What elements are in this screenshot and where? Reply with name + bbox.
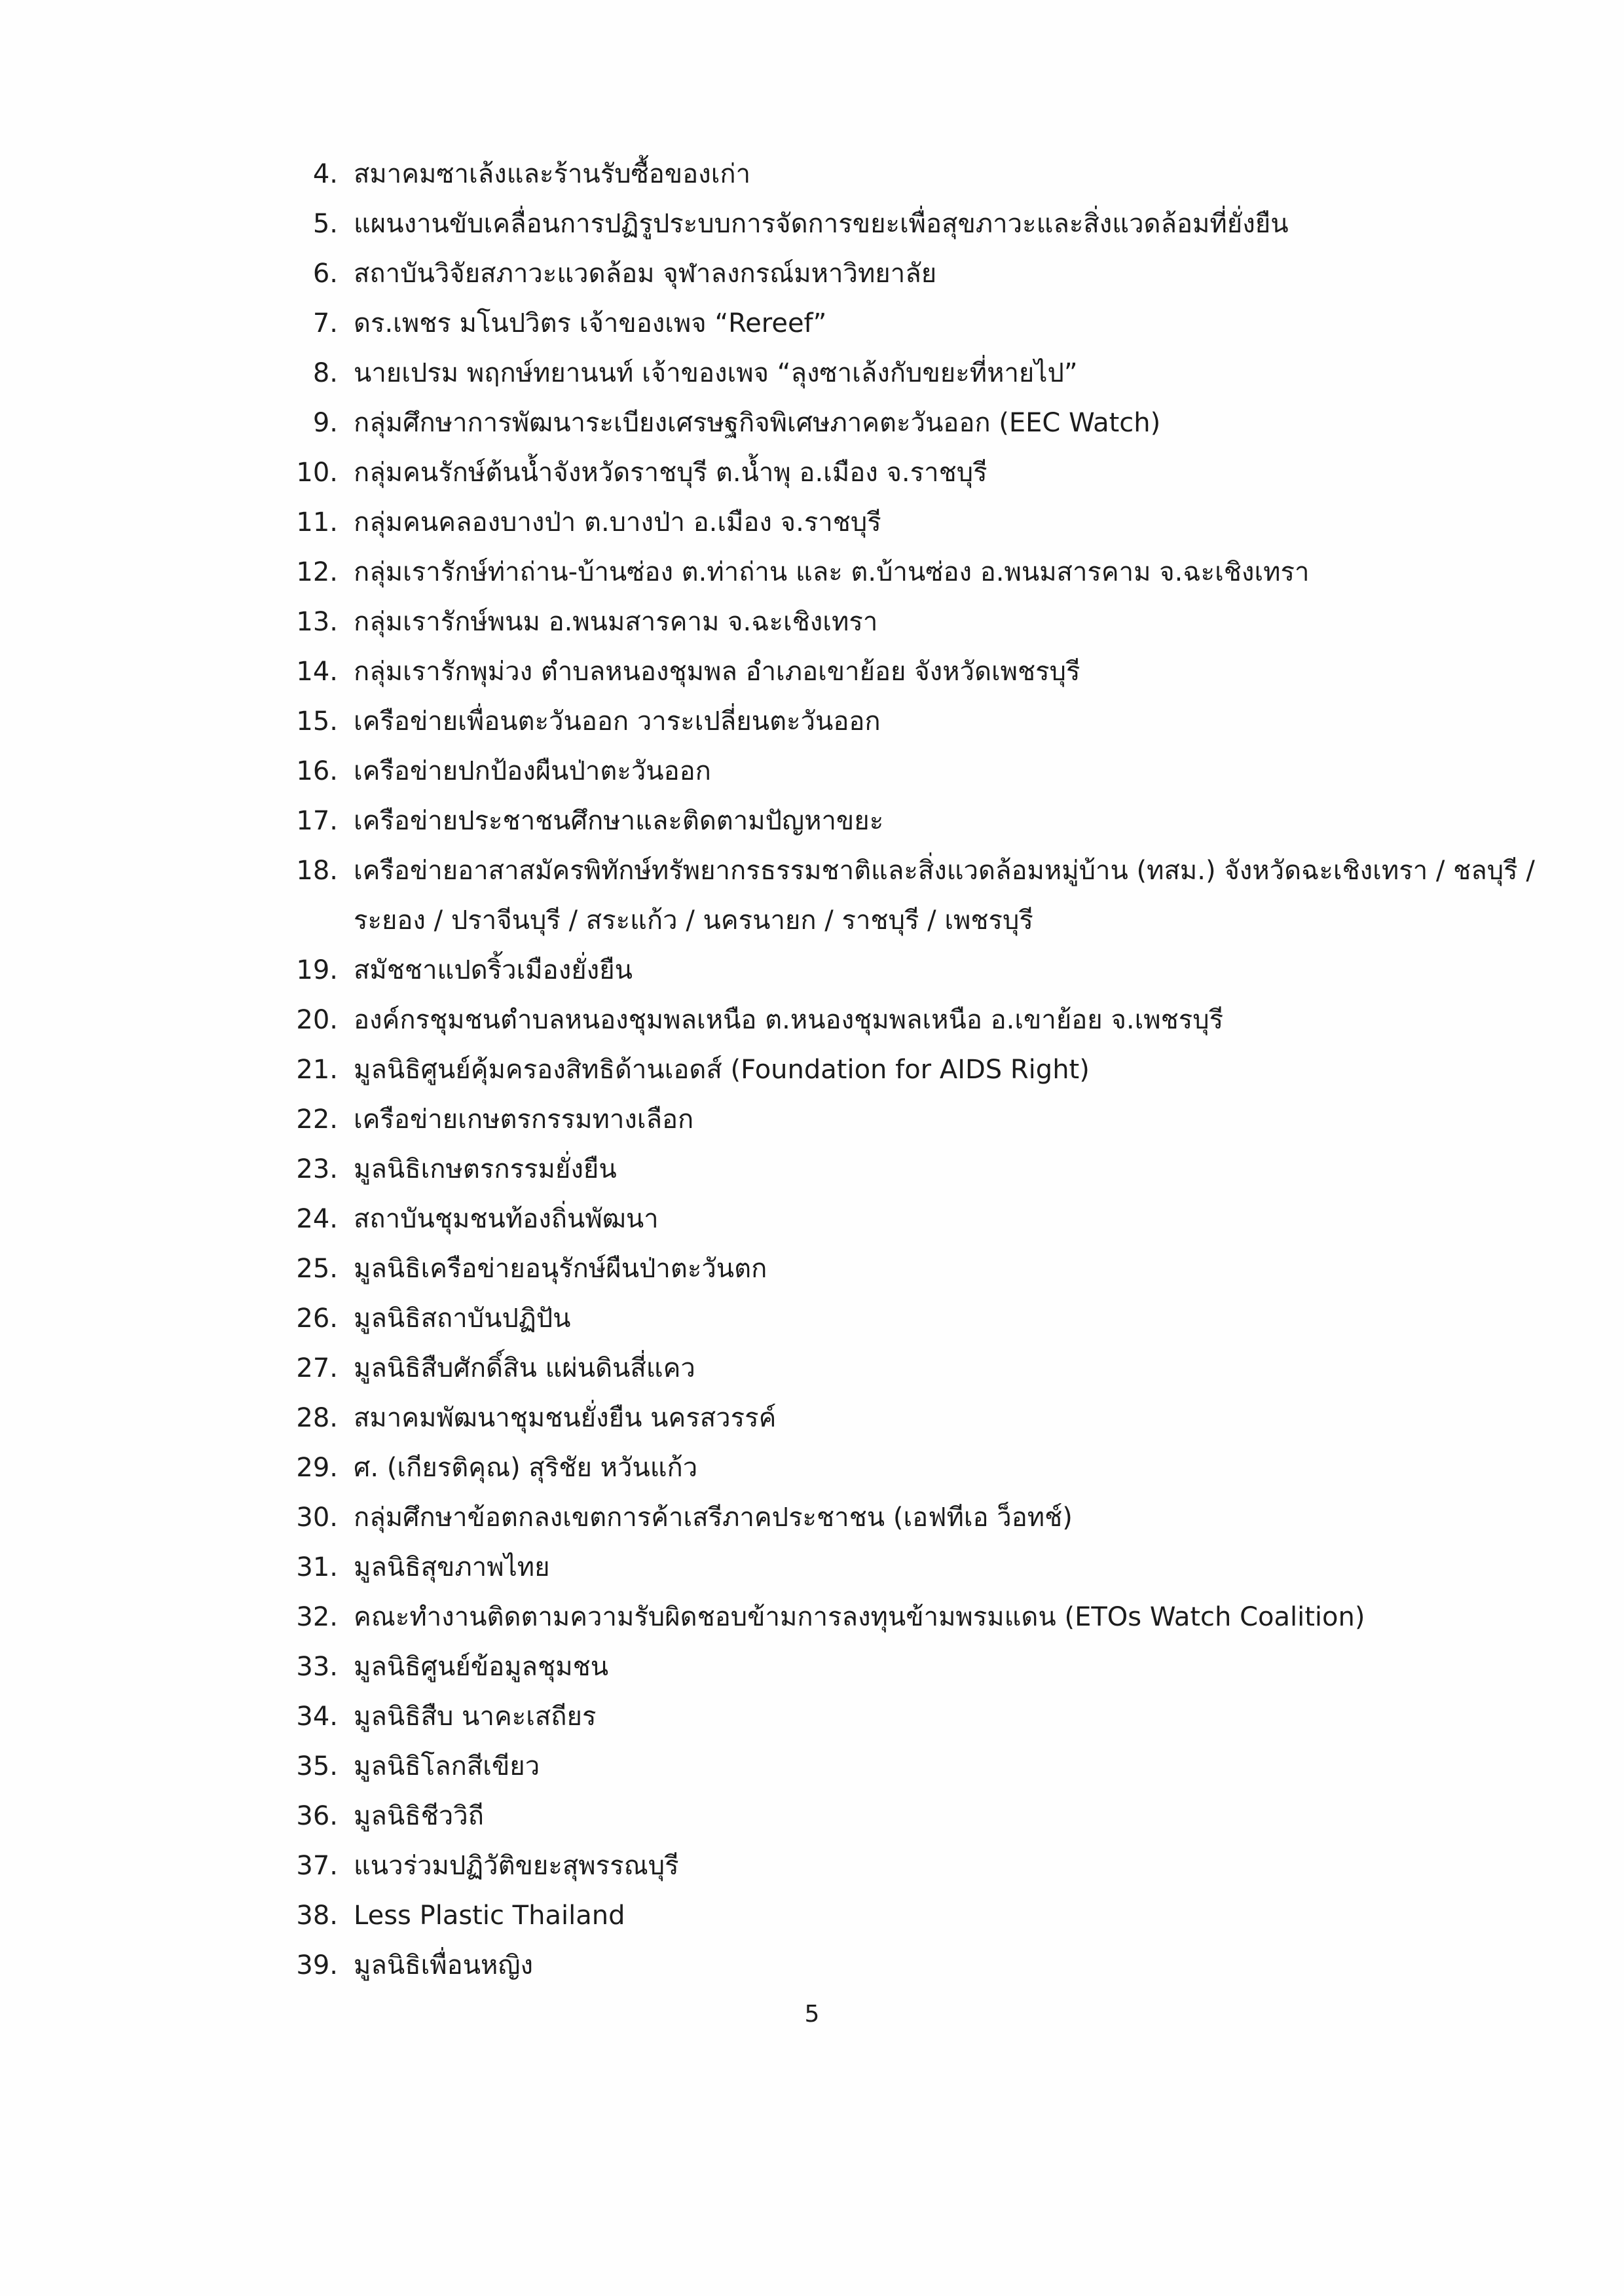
list-item: [282, 1144, 1545, 1194]
list-item: [282, 149, 1545, 199]
list-item-number: 29.: [296, 1453, 338, 1483]
list-item-number: 8.: [312, 358, 338, 388]
list-item-text: เครือข่ายเพื่อนตะวันออก วาระเปลี่ยนตะวันออก: [354, 706, 881, 737]
list-item: [282, 1642, 1545, 1692]
page-number: 5: [804, 2001, 820, 2028]
list-item-number: 35.: [296, 1751, 338, 1781]
list-item-number: 11.: [296, 507, 338, 538]
list-item-text: ดร.เพชร มโนปวิตร เจ้าของเพจ “Rereef”: [354, 308, 827, 338]
list-item: [282, 1393, 1545, 1443]
list-item: [282, 1692, 1545, 1741]
organization-list: [282, 149, 1545, 1990]
list-item-number: 13.: [296, 607, 338, 637]
list-item-number: 6.: [312, 259, 338, 289]
list-item-text: กลุ่มคนรักษ์ต้นน้ำจังหวัดราชบุรี ต.น้ำพุ อ.เมือง จ.ราชบุรี: [354, 458, 987, 488]
list-item-text: กลุ่มศึกษาข้อตกลงเขตการค้าเสรีภาคประชาชน (เอฟทีเอ ว็อทช์): [354, 1503, 1073, 1533]
list-item-text: กลุ่มเรารักษ์พนม อ.พนมสารคาม จ.ฉะเชิงเทรา: [354, 607, 878, 637]
list-item-number: 28.: [296, 1403, 338, 1433]
list-item: [282, 846, 1545, 945]
list-item-number: 38.: [296, 1901, 338, 1931]
list-item-text: มูลนิธิสืบ นาคะเสถียร: [354, 1702, 597, 1732]
list-item-text: มูลนิธิศูนย์คุ้มครองสิทธิด้านเอดส์ (Foundation for AIDS Right): [354, 1055, 1090, 1085]
list-item: [282, 398, 1545, 448]
list-item: [282, 249, 1545, 299]
list-item-number: 27.: [296, 1353, 338, 1383]
list-item: [282, 597, 1545, 647]
list-item-text: สมาคมซาเล้งและร้านรับซื้อของเก่า: [354, 159, 751, 189]
list-item-text: แผนงานขับเคลื่อนการปฏิรูประบบการจัดการขยะเพื่อสุขภาวะและสิ่งแวดล้อมที่ยั่งยืน: [354, 209, 1289, 239]
list-item: [282, 1542, 1545, 1592]
list-item: [282, 796, 1545, 846]
list-item: [282, 697, 1545, 746]
list-item-text: เครือข่ายอาสาสมัครพิทักษ์ทรัพยากรธรรมชาติและสิ่งแวดล้อมหมู่บ้าน (ทสม.) จังหวัดฉะเชิงเทรา / ชลบุรี / ระยอง / ปราจีนบุรี / สระแก้ว / นครนายก / ราชบุรี / เพชรบุรี: [354, 856, 1535, 936]
list-item: [282, 1493, 1545, 1542]
list-item-number: 4.: [312, 159, 338, 189]
list-item-number: 36.: [296, 1801, 338, 1831]
list-item-text: มูลนิธิสถาบันปฏิปัน: [354, 1303, 571, 1334]
list-item: [282, 1244, 1545, 1294]
list-item-number: 37.: [296, 1851, 338, 1881]
list-item-number: 30.: [296, 1503, 338, 1533]
list-item-number: 32.: [296, 1602, 338, 1632]
list-item-number: 5.: [312, 209, 338, 239]
list-item-text: สถาบันวิจัยสภาวะแวดล้อม จุฬาลงกรณ์มหาวิทยาลัย: [354, 259, 937, 289]
list-item-text: นายเปรม พฤกษ์ทยานนท์ เจ้าของเพจ “ลุงซาเล้งกับขยะที่หายไป”: [354, 358, 1078, 388]
list-item: [282, 1592, 1545, 1642]
list-item-text: เครือข่ายปกป้องผืนป่าตะวันออก: [354, 756, 711, 786]
list-item-text: กลุ่มคนคลองบางป่า ต.บางป่า อ.เมือง จ.ราชบุรี: [354, 507, 881, 538]
list-item-number: 23.: [296, 1154, 338, 1184]
list-item-number: 22.: [296, 1104, 338, 1135]
list-item-text: กลุ่มเรารักษ์ท่าถ่าน-บ้านซ่อง ต.ท่าถ่าน และ ต.บ้านซ่อง อ.พนมสารคาม จ.ฉะเชิงเทรา: [354, 557, 1310, 587]
list-item-text: กลุ่มเรารักพุม่วง ตำบลหนองชุมพล อำเภอเขาย้อย จังหวัดเพชรบุรี: [354, 657, 1080, 687]
list-item-text: มูลนิธิโลกสีเขียว: [354, 1751, 540, 1781]
list-item: [282, 1741, 1545, 1791]
list-item: [282, 1294, 1545, 1343]
list-item-number: 16.: [296, 756, 338, 786]
list-item: [282, 945, 1545, 995]
list-item-number: 25.: [296, 1254, 338, 1284]
list-item-number: 14.: [296, 657, 338, 687]
list-item-number: 21.: [296, 1055, 338, 1085]
list-item-text: องค์กรชุมชนตำบลหนองชุมพลเหนือ ต.หนองชุมพลเหนือ อ.เขาย้อย จ.เพชรบุรี: [354, 1005, 1224, 1035]
list-item-text: มูลนิธิเพื่อนหญิง: [354, 1950, 534, 1980]
list-item-number: 17.: [296, 806, 338, 836]
list-item-number: 26.: [296, 1303, 338, 1334]
list-item-text: มูลนิธิเครือข่ายอนุรักษ์ผืนป่าตะวันตก: [354, 1254, 767, 1284]
list-item-number: 18.: [296, 856, 338, 886]
list-item-text: มูลนิธิสุขภาพไทย: [354, 1552, 550, 1582]
list-item: [282, 1095, 1545, 1144]
list-item-text: มูลนิธิศูนย์ข้อมูลชุมชน: [354, 1652, 609, 1682]
list-item-text: กลุ่มศึกษาการพัฒนาระเบียงเศรษฐกิจพิเศษภาคตะวันออก (EEC Watch): [354, 408, 1161, 438]
list-item-text: สมาคมพัฒนาชุมชนยั่งยืน นครสวรรค์: [354, 1403, 777, 1433]
list-item: [282, 746, 1545, 796]
list-item: [282, 1045, 1545, 1095]
list-item-text: ศ. (เกียรติคุณ) สุริชัย หวันแก้ว: [354, 1453, 698, 1483]
list-item-text: สมัชชาแปดริ้วเมืองยั่งยืน: [354, 955, 633, 985]
list-item-number: 33.: [296, 1652, 338, 1682]
list-item: [282, 1891, 1545, 1941]
list-item: [282, 498, 1545, 547]
list-item: [282, 547, 1545, 597]
list-item-number: 24.: [296, 1204, 338, 1234]
list-item-number: 9.: [312, 408, 338, 438]
list-item-number: 31.: [296, 1552, 338, 1582]
list-item: [282, 1343, 1545, 1393]
list-item: [282, 1791, 1545, 1841]
list-item: [282, 647, 1545, 697]
list-item: [282, 995, 1545, 1045]
list-item-text: คณะทำงานติดตามความรับผิดชอบข้ามการลงทุนข้ามพรมแดน (ETOs Watch Coalition): [354, 1602, 1365, 1632]
list-item-text: มูลนิธิเกษตรกรรมยั่งยืน: [354, 1154, 617, 1184]
list-item-number: 7.: [312, 308, 338, 338]
list-item: [282, 199, 1545, 249]
list-item-text: เครือข่ายเกษตรกรรมทางเลือก: [354, 1104, 694, 1135]
list-item: [282, 1443, 1545, 1493]
list-item-text: สถาบันชุมชนท้องถิ่นพัฒนา: [354, 1204, 659, 1234]
list-item: [282, 1194, 1545, 1244]
list-item-text: Less Plastic Thailand: [354, 1901, 625, 1931]
list-item-number: 20.: [296, 1005, 338, 1035]
list-item: [282, 1841, 1545, 1891]
list-item-number: 39.: [296, 1950, 338, 1980]
list-item-number: 34.: [296, 1702, 338, 1732]
list-item-text: มูลนิธิสืบศักดิ์สิน แผ่นดินสี่แคว: [354, 1353, 695, 1383]
list-item-text: แนวร่วมปฏิวัติขยะสุพรรณบุรี: [354, 1851, 679, 1881]
list-item-number: 12.: [296, 557, 338, 587]
list-item: [282, 299, 1545, 348]
list-item-number: 19.: [296, 955, 338, 985]
list-item: [282, 448, 1545, 498]
list-item: [282, 1941, 1545, 1990]
list-item: [282, 348, 1545, 398]
list-item-number: 15.: [296, 706, 338, 737]
list-item-text: มูลนิธิชีววิถี: [354, 1801, 484, 1831]
list-item-number: 10.: [296, 458, 338, 488]
list-item-text: เครือข่ายประชาชนศึกษาและติดตามปัญหาขยะ: [354, 806, 884, 836]
